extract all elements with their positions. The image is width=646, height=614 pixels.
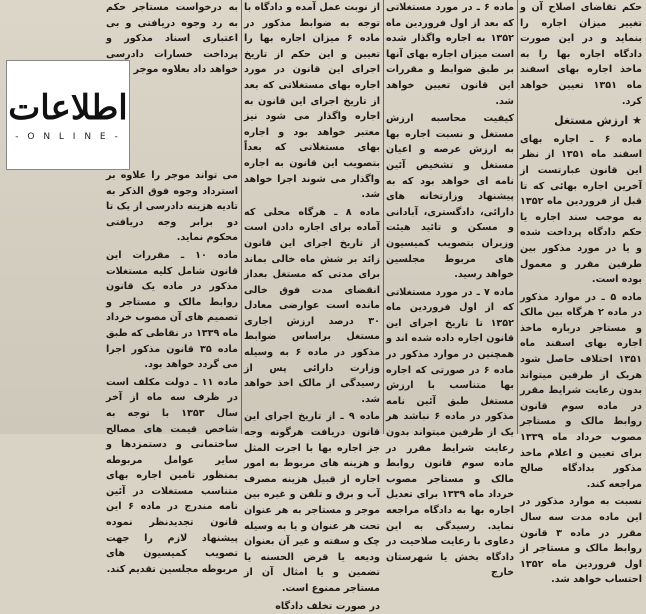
- paragraph: می تواند موجر را علاوه بر استرداد وجوه فوق الذکر به تادیه هزینه دادرسی از یک تا دو برابر وجه دریافتی محکوم نماید.: [106, 170, 238, 244]
- column-divider: [383, 0, 384, 434]
- paragraph: از نوبت عمل آمده و دادگاه با توجه به ضوابط مذکور در ماده ۶ میزان اجاره بها را تعیین و این حکم از تاریخ اجرای این قانون در مورد اجاره بهای مستغلاتی که بعد از تاریخ اجرای این قانون به اجاره واگذار می شود نیز معتبر خواهد بود و اجاره بهای مستغلاتی که بعداً بتصویب این قانون به اجاره واگذار می شوند اجرا خواهد شد.: [244, 2, 380, 201]
- column-1: [520, 0, 643, 586]
- column-divider: [517, 0, 518, 434]
- column-divider: [241, 0, 242, 434]
- paragraph: به درخواست مستاجر حکم به رد وجوه دریافتی و بی اعتباری اسناد مذکور و پرداخت خسارات دادرسی خواهد داد بعلاوه موجر: [106, 2, 238, 76]
- newspaper-logo: [6, 60, 130, 170]
- paragraph: نسبت به موارد مذکور در این ماده مدت سه سال مقرر در ماده ۳ قانون روابط مالک و مستاجر از اول فروردین ماه ۱۳۵۲ احتساب خواهد شد.: [520, 496, 642, 586]
- paragraph: ماده ۸ ـ هرگاه محلی که آماده برای اجاره دادن است از تاریخ اجرای این قانون زائد بر شش ماه خالی بماند برای مدتی که مستغل بعداز انقضای مدت فوق خالی مانده است عوارضی معادل ۳۰ درصد ارزش اجاری مستغل براساس ضوابط مذکور در ماده ۶ به وسیله وزارت دارائی پس از رسیدگی از مالک اخذ خواهد شد.: [244, 206, 380, 405]
- column-4: [106, 168, 239, 575]
- paragraph: ماده ۷ ـ در مورد مستغلاتی که از اول فروردین ماه ۱۳۵۲ تا تاریخ اجرای این قانون اجاره داده شده اند و همچنین در موارد مذکور در ماده ۶ در صورتی که اجاره بها متناسب با ارزش مستغل طبق آئین نامه مذکور در ماده ۶ نباشد هر یک از طرفین میتواند بدون رعایت شرایط مقرر در ماده سوم قانون روابط مالک و مستاجر مصوب خرداد ماه ۱۳۳۹ برای تعدیل اجاره بها به دادگاه مراجعه نماید. رسیدگی به این دعاوی با رعایت صلاحیت در دادگاه بخش یا شهرستان خارج: [386, 286, 514, 579]
- paragraph: در صورت تخلف دادگاه: [275, 600, 380, 612]
- logo-sub: - O N L I N E -: [15, 132, 121, 142]
- section-heading: [520, 113, 642, 129]
- paragraph: ماده ۶ ـ اجاره بهای اسفند ماه ۱۳۵۱ از نظر این قانون عبارتست از آخرین اجاره بهائی که تا قبل از فروردین ماه ۱۳۵۲ به موجب سند اجاره یا حکم دادگاه پرداخت شده و یا در مورد مذکور بین طرفین مقرر و معمول بوده است.: [520, 133, 642, 286]
- column-4-top: [106, 0, 238, 76]
- logo-mark: اطلاعات: [8, 88, 128, 128]
- paragraph: ماده ۱۰ ـ مقررات این قانون شامل کلیه مستغلات مذکور در ماده یک قانون روابط مالک و مستاجر و تصمیم های آن مصوب خرداد ماه ۱۳۳۹ در نقاطی که طبق ماده ۳۵ قانون مذکور اجرا می گردد خواهد بود.: [106, 249, 239, 371]
- column-3: [244, 0, 380, 612]
- paragraph: کیفیت محاسبه ارزش مستغل و نسبت اجاره بها به ارزش عرصه و اعیان مستغل و تشخیص آئین نامه ای خواهد بود که به پیشنهاد وزارتخانه های دارائی، دادگستری، آبادانی و مسکن و تائید هیئت وزیران بتصویب کمیسیون های مربوط مجلسین خواهد رسید.: [386, 113, 514, 281]
- paragraph: حکم تقاضای اصلاح آن و تغییر میزان اجاره را بنماید و در این صورت دادگاه اجاره بها را به ماخذ اجاره بهای اسفند ماه ۱۳۵۱ تعیین خواهد کرد.: [520, 2, 643, 107]
- paragraph: ماده ۶ ـ در مورد مستغلاتی که بعد از اول فروردین ماه ۱۳۵۲ به اجاره واگذار شده است میزان اجاره بهای آنها بر طبق ضوابط و مقررات این قانون تعیین خواهد شد.: [386, 2, 514, 107]
- star-icon: ★: [632, 114, 642, 128]
- section-heading-text: ارزش مستغل: [554, 114, 629, 128]
- paragraph: ماده ۵ ـ در موارد مذکور در ماده ۲ هرگاه بین مالک و مستاجر درباره ماخذ اجاره بهای اسفند ماه ۱۳۵۱ اختلاف حاصل شود هریک از طرفین میتواند بدون رعایت شرایط مقرر در ماده سوم قانون روابط مالک و مستاجر مصوب خرداد ماه ۱۳۳۹ برای تعیین و اعلام ماخذ مذکور بدادگاه صالح مراجعه کند.: [520, 291, 642, 490]
- paragraph: ماده ۹ ـ از تاریخ اجرای این قانون دریافت هرگونه وجه جز اجاره بها با اجرت المثل و هزینه های مربوط به امور اجاره از قبیل هزینه مصرف آب و برق و تلفن و غیره بین موجر و مستاجر به هر عنوان تحت هر عنوان و یا به وسیله چک و سفته و غیر آن بعنوان ودیعه یا قرض الحسنه یا تضمین و یا امثال آن از مستاجر ممنوع است.: [244, 411, 380, 594]
- paragraph: ماده ۱۱ ـ دولت مکلف است در ظرف سه ماه از آخر سال ۱۳۵۳ با توجه به شاخص قیمت های مصالح ساختمانی و دستمزدها و سایر عوامل مربوطه بمنظور تامین اجاره بهای متناسب مستغلات در آئین نامه مندرج در ماده ۶ این قانون تجدیدنظر نموده پیشنهاد لازم را جهت تصویب کمیسیون های مربوطه مجلسین تقدیم کند.: [106, 376, 238, 575]
- column-2: [386, 0, 514, 579]
